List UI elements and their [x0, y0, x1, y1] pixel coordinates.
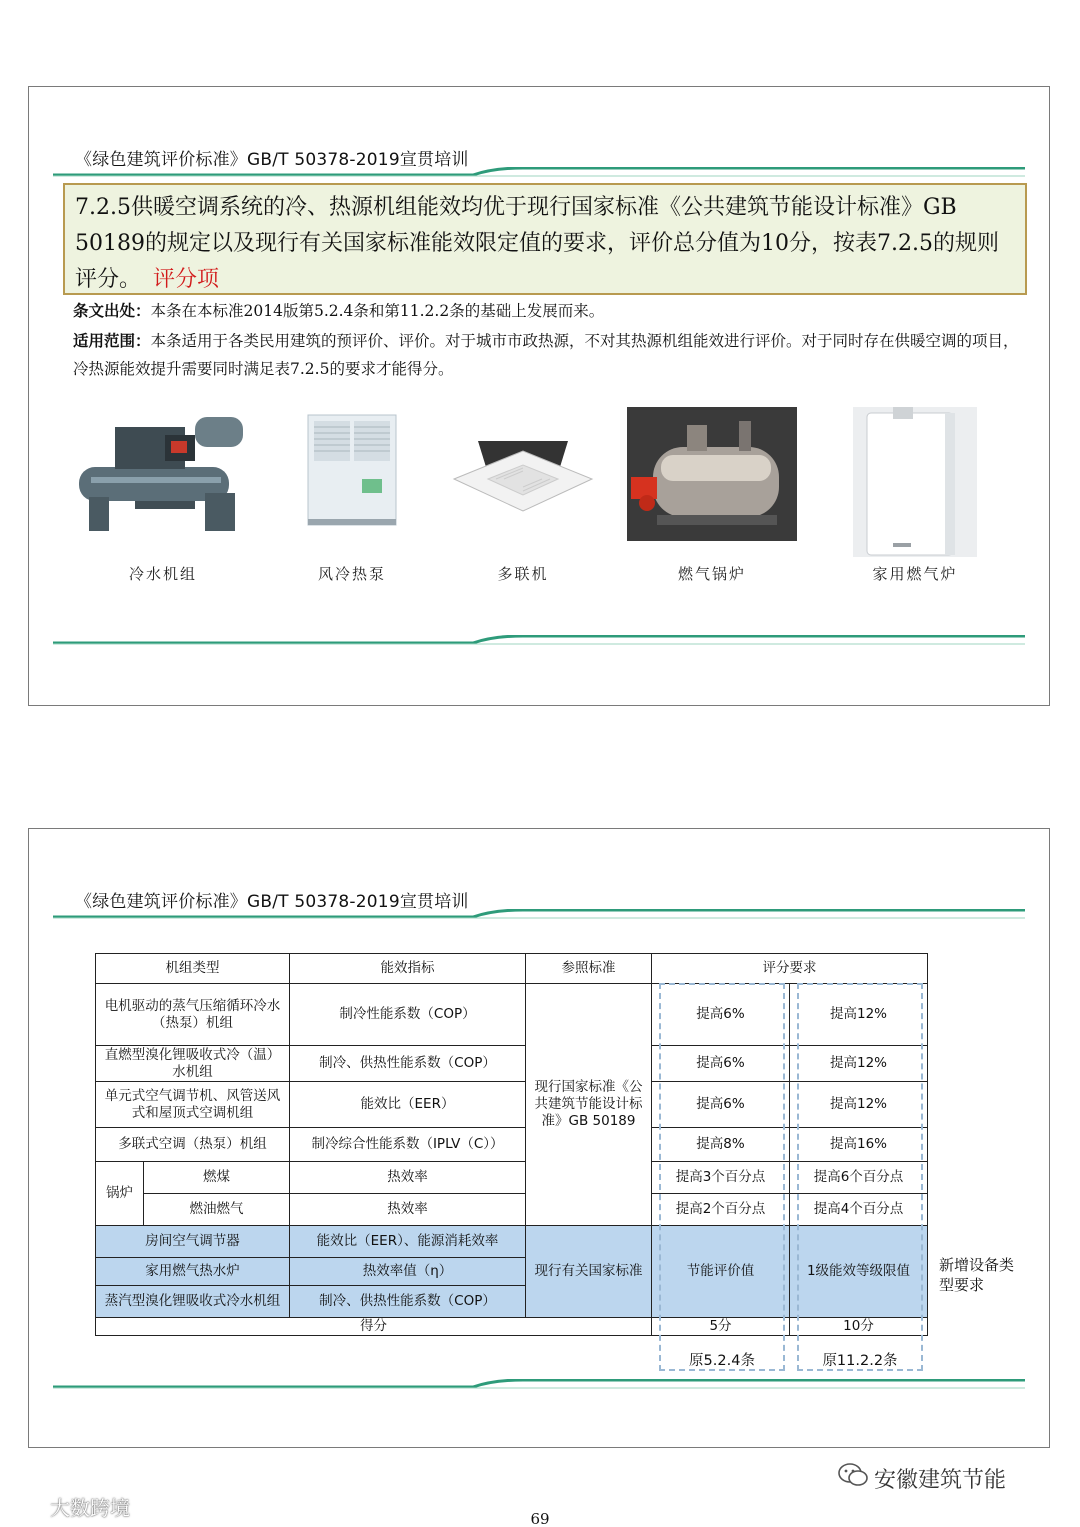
- cell-score-b: 提高12%: [790, 984, 928, 1046]
- cell-metric: 热效率: [290, 1162, 526, 1194]
- watermark-left-text: 大数跨境: [50, 1496, 130, 1520]
- cell-unit-type: 燃煤: [144, 1162, 290, 1194]
- header-score-requirement: 评分要求: [652, 954, 928, 984]
- cell-blue-score-a: 节能评价值: [652, 1226, 790, 1318]
- equipment-air-cooled-heat-pump: [297, 407, 407, 583]
- equipment-chiller: [73, 407, 253, 583]
- cell-boiler-label: 锅炉: [96, 1162, 144, 1226]
- table-row: [96, 1128, 928, 1162]
- cell-unit-type: 蒸汽型溴化锂吸收式冷水机组: [96, 1286, 290, 1318]
- table-row: [96, 1194, 928, 1226]
- header-reference-standard: 参照标准: [526, 954, 652, 984]
- cell-metric: 制冷综合性能系数（IPLV（C））: [290, 1128, 526, 1162]
- slide-header: 《绿色建筑评价标准》GB/T 50378-2019宣贯培训: [75, 892, 469, 912]
- cell-score-a: 提高2个百分点: [652, 1194, 790, 1226]
- cell-score-b: 提高6个百分点: [790, 1162, 928, 1194]
- cell-unit-type: 电机驱动的蒸气压缩循环冷水（热泵）机组: [96, 984, 290, 1046]
- footer-swoosh-line: [53, 635, 1025, 645]
- cell-unit-type: 燃油燃气: [144, 1194, 290, 1226]
- cell-metric: 能效比（EER）: [290, 1082, 526, 1128]
- scope-label: 适用范围：: [73, 331, 151, 350]
- wechat-icon: [838, 1462, 868, 1494]
- equipment-caption: 风冷热泵: [317, 565, 386, 583]
- equipment-caption: 燃气锅炉: [677, 565, 746, 583]
- cell-score-a: 提高6%: [652, 1046, 790, 1082]
- equipment-caption: 多联机: [497, 565, 549, 583]
- equipment-caption: 冷水机组: [128, 565, 197, 583]
- clause-tag: 评分项: [153, 267, 220, 292]
- source-paragraph: [73, 297, 604, 325]
- cell-unit-type: 单元式空气调节机、风管送风式和屋顶式空调机组: [96, 1082, 290, 1128]
- cell-metric: 能效比（EER）、能源消耗效率: [290, 1226, 526, 1258]
- scope-text: 本条适用于各类民用建筑的预评价、评价。对于城市市政热源，不对其热源机组能效进行评价。对于同时存在供暖空调的项目，冷热源能效提升需要同时满足表7.2.5的要求才能得分。: [73, 332, 1019, 378]
- cell-reference-national: 现行国家标准《公共建筑节能设计标准》GB 50189: [526, 984, 652, 1226]
- scope-paragraph: [73, 327, 1033, 383]
- header-unit-type: 机组类型: [96, 954, 290, 984]
- watermark-right: [838, 1462, 1006, 1494]
- cell-metric: 热效率: [290, 1194, 526, 1226]
- footer-swoosh-line: [53, 1379, 1025, 1389]
- cell-score-a: 提高6%: [652, 984, 790, 1046]
- slide-header: 《绿色建筑评价标准》GB/T 50378-2019宣贯培训: [75, 150, 469, 170]
- cell-metric: 热效率值（η）: [290, 1258, 526, 1286]
- cell-blue-score-b: 1级能效等级限值: [790, 1226, 928, 1318]
- cell-metric: 制冷性能系数（COP）: [290, 984, 526, 1046]
- heat-pump-image: [297, 407, 407, 535]
- cell-metric: 制冷、供热性能系数（COP）: [290, 1286, 526, 1318]
- gas-boiler-image: [627, 407, 797, 545]
- cell-score-label: 得分: [96, 1318, 652, 1336]
- equipment-caption: 家用燃气炉: [872, 565, 958, 583]
- slide-1: [28, 86, 1050, 706]
- table-row: [96, 1226, 928, 1258]
- equipment-gas-boiler: [627, 407, 797, 583]
- cell-score-5: 5分: [652, 1318, 790, 1336]
- origin-11-2-2: 原11.2.2条: [822, 1353, 898, 1369]
- header-swoosh-line: [53, 167, 1025, 177]
- equipment-home-gas-boiler: [851, 407, 979, 583]
- table-row: [96, 1046, 928, 1082]
- cell-unit-type: 家用燃气热水炉: [96, 1258, 290, 1286]
- table-row: [96, 1162, 928, 1194]
- clause-text: 7.2.5供暖空调系统的冷、热源机组能效均优于现行国家标准《公共建筑节能设计标准》GB 50189的规定以及现行有关国家标准能效限定值的要求，评价总分值为10分，按表7.2.5的规则评分。: [75, 195, 999, 292]
- score-row: [96, 1318, 928, 1336]
- cell-score-a: 提高3个百分点: [652, 1162, 790, 1194]
- table-row: [96, 1082, 928, 1128]
- origin-5-2-4: 原5.2.4条: [689, 1353, 755, 1369]
- slide-2: [28, 828, 1050, 1448]
- cell-metric: 制冷、供热性能系数（COP）: [290, 1046, 526, 1082]
- cell-unit-type: 直燃型溴化锂吸收式冷（温）水机组: [96, 1046, 290, 1082]
- cassette-image: [443, 407, 603, 535]
- chiller-image: [73, 407, 253, 541]
- source-label: 条文出处：: [73, 301, 151, 320]
- cell-score-a: 提高8%: [652, 1128, 790, 1162]
- header-swoosh-line: [53, 909, 1025, 919]
- source-text: 本条在本标准2014版第5.2.4条和第11.2.2条的基础上发展而来。: [150, 302, 605, 320]
- home-boiler-image: [851, 407, 979, 561]
- cell-score-b: 提高4个百分点: [790, 1194, 928, 1226]
- cell-score-10: 10分: [790, 1318, 928, 1336]
- side-note-new-equipment: 新增设备类型要求: [939, 1256, 1015, 1294]
- cell-score-a: 提高6%: [652, 1082, 790, 1128]
- cell-unit-type: 房间空气调节器: [96, 1226, 290, 1258]
- table-row: [96, 984, 928, 1046]
- cell-score-b: 提高12%: [790, 1082, 928, 1128]
- page-number: 69: [530, 1510, 550, 1527]
- efficiency-table: [95, 953, 928, 1336]
- clause-box: [63, 183, 1027, 295]
- cell-score-b: 提高16%: [790, 1128, 928, 1162]
- watermark-right-text: 安徽建筑节能: [874, 1467, 1007, 1493]
- equipment-vrf-cassette: [443, 407, 603, 583]
- cell-score-b: 提高12%: [790, 1046, 928, 1082]
- cell-reference-related: 现行有关国家标准: [526, 1226, 652, 1318]
- header-efficiency-index: 能效指标: [290, 954, 526, 984]
- cell-unit-type: 多联式空调（热泵）机组: [96, 1128, 290, 1162]
